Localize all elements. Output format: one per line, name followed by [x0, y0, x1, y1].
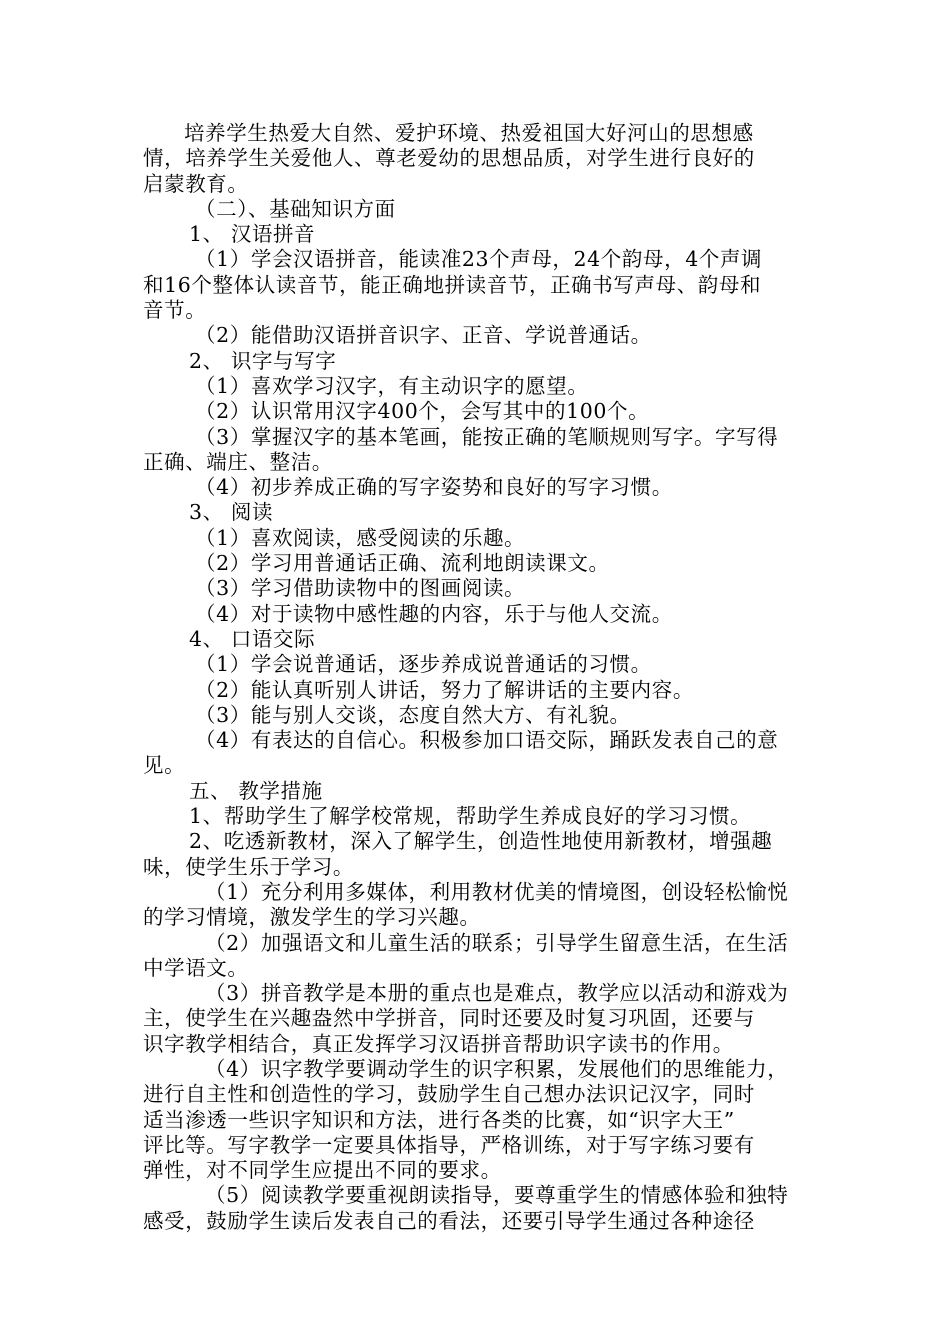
- text-line: （1）学会汉语拼音，能读准23个声母，24个韵母，4个声调: [195, 247, 763, 272]
- text-line: 中学语文。: [143, 955, 249, 980]
- text-line: 进行自主性和创造性的学习，鼓励学生自己想办法识记汉字，同时: [143, 1082, 755, 1107]
- text-line: （3）拼音教学是本册的重点也是难点，教学应以活动和游戏为: [205, 981, 789, 1006]
- text-line: （二）、基础知识方面: [195, 196, 396, 221]
- text-line: （4）识字教学要调动学生的识字积累，发展他们的思维能力，: [205, 1056, 789, 1081]
- text-line: 见。: [143, 753, 186, 778]
- text-line: 感受，鼓励学生读后发表自己的看法，还要引导学生通过各种途径: [143, 1208, 755, 1233]
- text-line: （3）掌握汉字的基本笔画，能按正确的笔顺规则写字。字写得: [195, 424, 779, 449]
- text-line: 2、 识字与写字: [189, 348, 337, 373]
- text-line: （4）有表达的自信心。积极参加口语交际，踊跃发表自己的意: [195, 728, 779, 753]
- text-line: （2）认识常用汉字400个，会写其中的100个。: [195, 399, 650, 424]
- text-line: 3、 阅读: [189, 500, 274, 525]
- text-line: 启蒙教育。: [143, 171, 249, 196]
- text-line: （2）学习用普通话正确、流利地朗读课文。: [195, 551, 610, 576]
- text-line: （3）能与别人交谈，态度自然大方、有礼貌。: [195, 702, 631, 727]
- text-line: （2）能认真听别人讲话，努力了解讲话的主要内容。: [195, 677, 694, 702]
- text-line: 味，使学生乐于学习。: [143, 854, 354, 879]
- text-line: 五、 教学措施: [189, 778, 323, 803]
- text-line: （4）初步养成正确的写字姿势和良好的写字习惯。: [195, 475, 673, 500]
- text-line: （5）阅读教学要重视朗读指导，要尊重学生的情感体验和独特: [205, 1183, 789, 1208]
- text-line: （1）充分利用多媒体，利用教材优美的情境图，创设轻松愉悦: [205, 879, 789, 904]
- text-line: 4、 口语交际: [189, 626, 316, 651]
- text-line: 1、 汉语拼音: [189, 222, 316, 247]
- text-line: （2）加强语文和儿童生活的联系；引导学生留意生活，在生活: [205, 930, 789, 955]
- text-line: 正确、端庄、整洁。: [143, 449, 333, 474]
- text-line: 1、帮助学生了解学校常规，帮助学生养成良好的学习习惯。: [189, 804, 752, 829]
- text-line: 培养学生热爱大自然、爱护环境、热爱祖国大好河山的思想感: [184, 121, 754, 145]
- text-line: （1）喜欢学习汉字，有主动识字的愿望。: [195, 373, 589, 398]
- text-line: 适当渗透一些识字知识和方法，进行各类的比赛，如“识字大王”: [143, 1107, 735, 1132]
- text-line: 弹性，对不同学生应提出不同的要求。: [143, 1158, 502, 1183]
- text-line: 和16个整体认读音节，能正确地拼读音节，正确书写声母、韵母和: [143, 272, 762, 297]
- text-line: （4）对于读物中感性趣的内容，乐于与他人交流。: [195, 601, 673, 626]
- text-line: 识字教学相结合，真正发挥学习汉语拼音帮助识字读书的作用。: [143, 1031, 734, 1056]
- document-body: [143, 121, 807, 1234]
- text-line: （2）能借助汉语拼音识字、正音、学说普通话。: [195, 323, 652, 348]
- text-line: 情，培养学生关爱他人、尊老爱幼的思想品质，对学生进行良好的: [143, 146, 755, 171]
- text-line: 2、吃透新教材，深入了解学生，创造性地使用新教材，增强趣: [189, 829, 773, 854]
- text-line: 主，使学生在兴趣盎然中学拼音，同时还要及时复习巩固，还要与: [143, 1006, 755, 1031]
- text-line: 音节。: [143, 298, 207, 323]
- text-line: （1）喜欢阅读，感受阅读的乐趣。: [195, 525, 526, 550]
- text-line: 评比等。写字教学一定要具体指导，严格训练，对于写字练习要有: [143, 1132, 755, 1157]
- text-line: （1）学会说普通话，逐步养成说普通话的习惯。: [195, 652, 652, 677]
- text-line: （3）学习借助读物中的图画阅读。: [195, 576, 526, 601]
- text-line: 的学习情境，激发学生的学习兴趣。: [143, 905, 481, 930]
